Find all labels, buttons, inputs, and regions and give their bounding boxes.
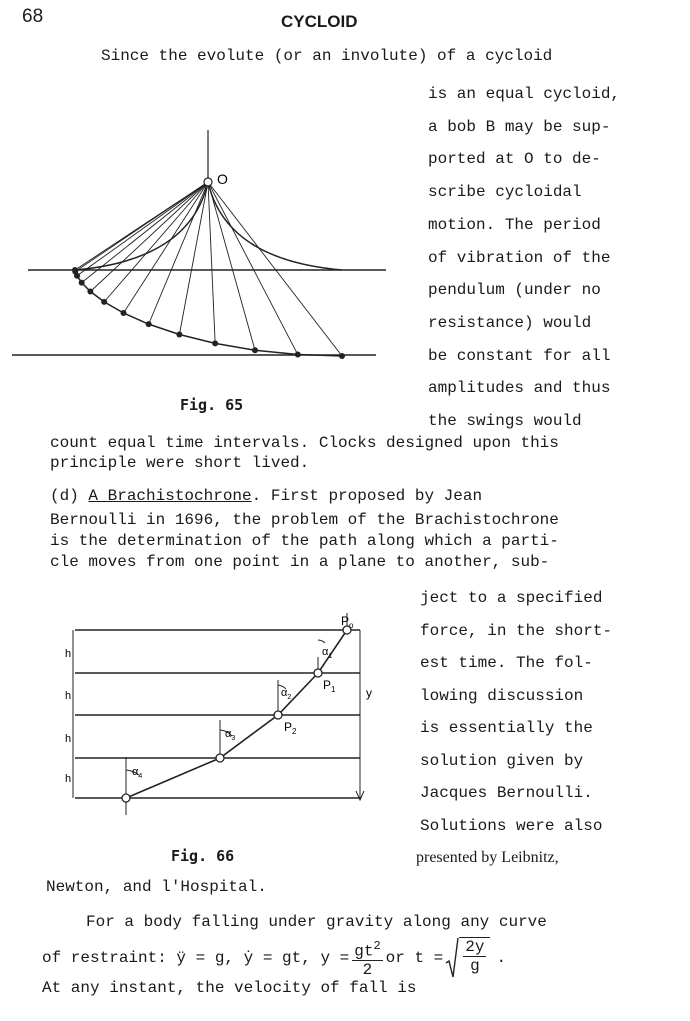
text-line: scribe cycloidal bbox=[428, 183, 582, 202]
label-O: O bbox=[217, 171, 228, 187]
pendulum-string bbox=[82, 182, 208, 283]
text-line: ported at O to de- bbox=[428, 150, 601, 169]
text-line: is an equal cycloid, bbox=[428, 85, 621, 103]
equation-line bbox=[42, 935, 506, 981]
bob-point bbox=[121, 310, 127, 316]
h-label: h bbox=[65, 690, 72, 702]
label-alpha4: $\alpha_4$ bbox=[132, 766, 143, 780]
section-label: (d) bbox=[50, 487, 89, 505]
text-line: Since the evolute (or an involute) of a cycloid bbox=[101, 47, 553, 65]
pivot-O bbox=[204, 178, 212, 186]
running-head: CYCLOID bbox=[281, 12, 358, 31]
sqrt-denominator: g bbox=[470, 957, 480, 975]
angle-arc bbox=[318, 640, 325, 643]
bob-point bbox=[74, 273, 80, 279]
text-line: is essentially the bbox=[420, 719, 593, 737]
point-P3 bbox=[216, 754, 224, 762]
evolute-right bbox=[208, 182, 342, 270]
label-alpha3: $\alpha_3$ bbox=[225, 728, 236, 742]
label-alpha1: $\alpha_1$ bbox=[322, 646, 333, 660]
text-line: resistance) would bbox=[428, 313, 592, 332]
h-label: h bbox=[65, 733, 72, 745]
radical-sign bbox=[445, 937, 459, 979]
text-line: Bernoulli in 1696, the problem of the Brachistochrone bbox=[50, 511, 559, 529]
text-line: cle moves from one point in a plane to another, sub- bbox=[50, 553, 550, 571]
section-heading-line bbox=[50, 487, 482, 505]
label-P2: $P_2$ bbox=[284, 720, 297, 736]
text-line: est time. The fol- bbox=[420, 654, 593, 672]
sqrt-numerator: 2y bbox=[465, 938, 485, 956]
bob-point bbox=[87, 289, 93, 295]
particle-path bbox=[126, 630, 347, 798]
fraction-denominator: 2 bbox=[362, 961, 373, 980]
label-alpha2: $\alpha_2$ bbox=[281, 687, 292, 701]
point-P2 bbox=[274, 711, 282, 719]
fraction bbox=[352, 937, 382, 979]
text-line: Solutions were also bbox=[420, 816, 603, 835]
pendulum-string bbox=[208, 182, 255, 350]
bob-point bbox=[176, 332, 182, 338]
h-label: h bbox=[65, 648, 72, 660]
text-line: a bob B may be sup- bbox=[428, 117, 611, 136]
text-line: amplitudes and thus bbox=[428, 379, 611, 398]
page-number: 68 bbox=[22, 6, 44, 27]
text-line: lowing discussion bbox=[420, 686, 584, 705]
text-line: At any instant, the velocity of fall is bbox=[42, 979, 417, 997]
bob-point bbox=[101, 299, 107, 305]
text-line: For a body falling under gravity along any curve bbox=[86, 913, 547, 931]
h-label: h bbox=[65, 773, 72, 785]
label-P1: $P_1$ bbox=[323, 678, 336, 694]
section-heading: A Brachistochrone bbox=[88, 487, 252, 505]
text-line: force, in the short- bbox=[420, 621, 613, 640]
text-line: solution given by bbox=[420, 751, 584, 770]
text-line: count equal time intervals. Clocks designed upon this bbox=[50, 434, 559, 452]
pendulum-string bbox=[208, 182, 342, 356]
y-label: y bbox=[366, 686, 372, 700]
fraction-numerator: $gt^2$ bbox=[354, 938, 381, 961]
bob-point bbox=[212, 340, 218, 346]
point-start bbox=[122, 794, 130, 802]
text-line: be constant for all bbox=[428, 346, 611, 365]
bob-point bbox=[146, 321, 152, 327]
text-line: motion. The period bbox=[428, 215, 601, 234]
equation-text: of restraint: ÿ = g, ẏ = gt, y = bbox=[42, 949, 350, 967]
text-line: the swings would bbox=[428, 412, 582, 430]
pendulum-string bbox=[208, 182, 215, 343]
fig65-caption: Fig. 65 bbox=[180, 396, 244, 414]
equation-period: . bbox=[496, 949, 507, 967]
equation-text: or t = bbox=[385, 949, 444, 967]
fig65-cycloid-pendulum bbox=[0, 120, 420, 370]
bob-point bbox=[295, 352, 301, 358]
bob-point bbox=[79, 280, 85, 286]
fig66-brachistochrone bbox=[60, 605, 380, 820]
text-line: is the determination of the path along which a parti- bbox=[50, 532, 559, 550]
text-line: . First proposed by Jean bbox=[251, 487, 483, 505]
square-root bbox=[445, 937, 490, 979]
bob-point bbox=[339, 353, 345, 359]
cycloid-path bbox=[75, 270, 342, 356]
text-line: Jacques Bernoulli. bbox=[420, 784, 593, 802]
label-P0: $P_o$ bbox=[341, 614, 354, 630]
pendulum-string bbox=[208, 182, 298, 355]
bob-point bbox=[252, 347, 258, 353]
text-line: ject to a specified bbox=[420, 589, 603, 607]
fig66-caption: Fig. 66 bbox=[171, 847, 235, 865]
text-line: of vibration of the bbox=[428, 248, 611, 267]
sqrt-fraction bbox=[459, 937, 490, 979]
text-line: presented by Leibnitz, bbox=[416, 849, 559, 866]
point-P1 bbox=[314, 669, 322, 677]
text-line: pendulum (under no bbox=[428, 281, 601, 300]
text-line: principle were short lived. bbox=[50, 454, 310, 472]
text-line: Newton, and l'Hospital. bbox=[46, 878, 267, 896]
